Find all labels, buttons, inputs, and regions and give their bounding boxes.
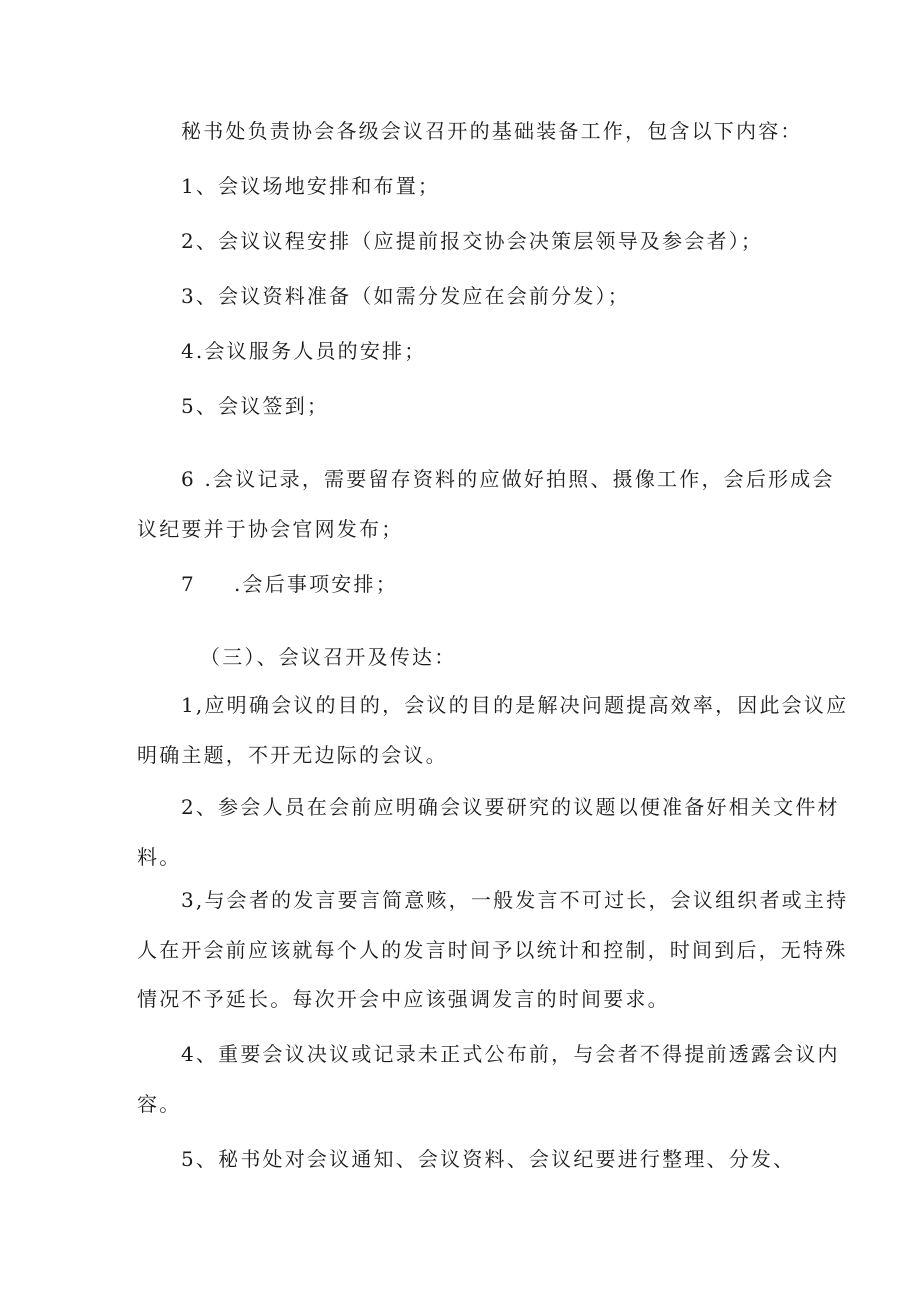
section-3-paragraph-4-line-1: 4、重要会议决议或记录未正式公布前，与会者不得提前透露会议内 xyxy=(181,1042,840,1066)
list-item-7-number: 7 xyxy=(181,572,196,596)
list-item-6-line-1: 6 .会议记录，需要留存资料的应做好拍照、摄像工作，会后形成会 xyxy=(181,467,835,491)
list-item-7 xyxy=(181,570,398,598)
section-3-paragraph-3-line-2: 人在开会前应该就每个人的发言时间予以统计和控制，时间到后，无特殊 xyxy=(137,938,848,962)
section-3-paragraph-1-line-2: 明确主题，不开无边际的会议。 xyxy=(137,743,448,767)
list-item-6-line-2: 议纪要并于协会官网发布； xyxy=(137,517,404,541)
section-3-paragraph-4-line-2: 容。 xyxy=(137,1092,182,1116)
section-3-paragraph-5-line-1: 5、秘书处对会议通知、会议资料、会议纪要进行整理、分发、 xyxy=(181,1147,796,1171)
list-item-4: 4.会议服务人员的安排； xyxy=(181,339,427,363)
section-3-paragraph-3-line-3: 情况不予延长。每次开会中应该强调发言的时间要求。 xyxy=(137,987,670,1011)
section-3-paragraph-2-line-1: 2、参会人员在会前应明确会议要研究的议题以便准备好相关文件材 xyxy=(181,795,840,819)
section-3-paragraph-2-line-2: 料。 xyxy=(137,845,182,869)
section-3-paragraph-1-line-1: 1,应明确会议的目的，会议的目的是解决问题提高效率，因此会议应 xyxy=(181,693,849,717)
list-item-3: 3、会议资料准备（如需分发应在会前分发）； xyxy=(181,284,630,308)
list-item-1: 1、会议场地安排和布置； xyxy=(181,174,441,198)
section-3-paragraph-3-line-1: 3,与会者的发言要言简意赅，一般发言不可过长，会议组织者或主持 xyxy=(181,888,849,912)
list-item-7-text: .会后事项安排； xyxy=(233,572,398,596)
list-item-2: 2、会议议程安排（应提前报交协会决策层领导及参会者）； xyxy=(181,229,764,253)
section-3-heading: （三）、会议召开及传达： xyxy=(200,645,457,669)
list-item-5: 5、会议签到； xyxy=(181,394,330,418)
intro-paragraph: 秘书处负责协会各级会议召开的基础装备工作，包含以下内容： xyxy=(181,119,803,143)
